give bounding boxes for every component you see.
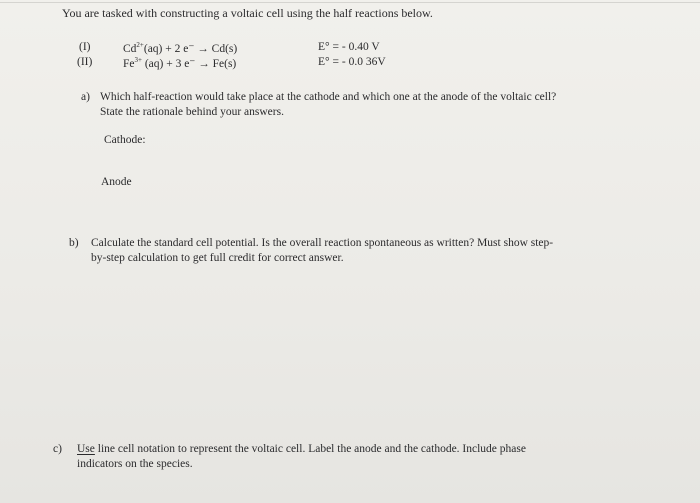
reaction-1-label: (I)	[79, 41, 91, 53]
intro-text: You are tasked with constructing a voltaic cell using the half reactions below.	[62, 6, 433, 20]
reaction-2-equation: $Fe^{3+}$ (aq) + 3 e⁻ → Fe(s)	[123, 56, 237, 70]
reaction-1-potential: E° = - 0.40 V	[318, 41, 380, 53]
question-b-text-line1: Calculate the standard cell potential. Is the overall reaction spontaneous as written? Must show step-	[91, 237, 554, 249]
question-b-letter: b)	[69, 237, 79, 249]
reaction-2-label: (II)	[77, 56, 93, 68]
question-a-letter: a)	[81, 91, 90, 103]
question-c-text-line2: indicators on the species.	[77, 458, 193, 470]
top-rule	[0, 2, 700, 3]
question-a-text-line2: State the rationale behind your answers.	[100, 106, 284, 118]
reaction-2-potential: E° = - 0.0 36V	[318, 56, 386, 68]
question-c-text-line1: Use line cell notation to represent the voltaic cell. Label the anode and the cathode. Include phase	[77, 443, 526, 455]
question-a-text-line1: Which half-reaction would take place at the cathode and which one at the anode of the voltaic cell?	[100, 91, 557, 103]
reaction-1-equation: $Cd^{2+}(aq) + 2$ e⁻ → Cd(s)	[123, 41, 238, 55]
cathode-label: Cathode:	[104, 134, 146, 146]
anode-label: Anode	[101, 176, 132, 188]
question-c-letter: c)	[53, 443, 62, 455]
question-b-text-line2: by-step calculation to get full credit for correct answer.	[91, 252, 344, 264]
